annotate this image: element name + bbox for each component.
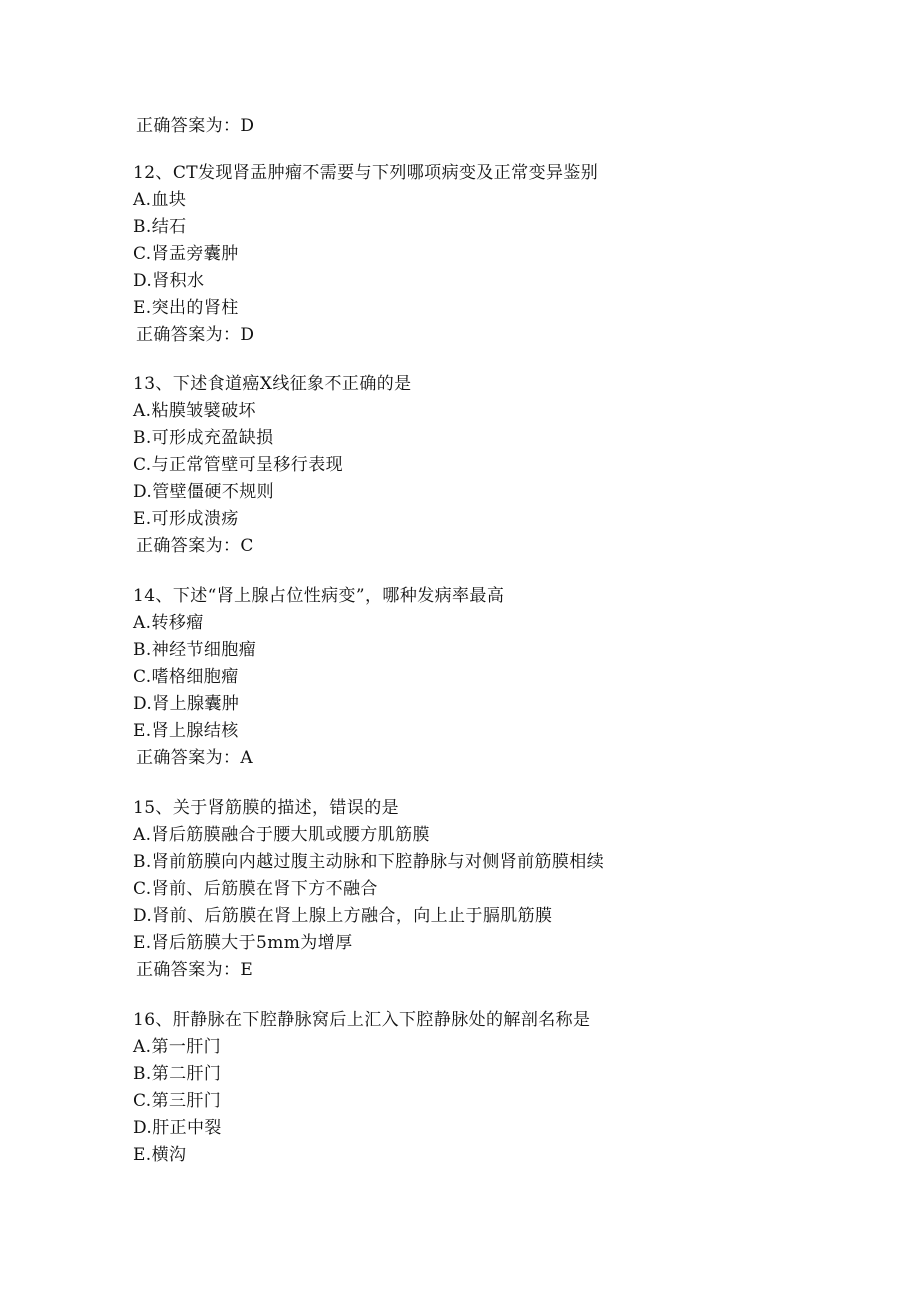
answer-line-q12: 正确答案为：D [136, 325, 255, 345]
option-q14-a: A.转移瘤 [133, 613, 204, 633]
option-q12-b: B.结石 [133, 217, 187, 237]
option-q13-b: B.可形成充盈缺损 [133, 428, 274, 448]
option-q16-d: D.肝正中裂 [133, 1118, 222, 1138]
option-q12-d: D.肾积水 [133, 271, 205, 291]
answer-line-q13: 正确答案为：C [136, 536, 254, 556]
option-q15-b: B.肾前筋膜向内越过腹主动脉和下腔静脉与对侧肾前筋膜相续 [133, 852, 605, 872]
option-q16-c: C.第三肝门 [133, 1091, 222, 1111]
question-stem-q15: 15、关于肾筋膜的描述，错误的是 [133, 798, 400, 818]
option-q16-a: A.第一肝门 [133, 1037, 222, 1057]
option-q12-a: A.血块 [133, 190, 187, 210]
option-q14-d: D.肾上腺囊肿 [133, 694, 240, 714]
option-q13-a: A.粘膜皱襞破坏 [133, 401, 256, 421]
option-q15-e: E.肾后筋膜大于5mm为增厚 [133, 933, 353, 953]
option-q15-d: D.肾前、后筋膜在肾上腺上方融合，向上止于膈肌筋膜 [133, 906, 553, 926]
answer-line-q15: 正确答案为：E [136, 960, 254, 980]
option-q16-b: B.第二肝门 [133, 1064, 222, 1084]
option-q13-e: E.可形成溃疡 [133, 509, 239, 529]
question-stem-q16: 16、肝静脉在下腔静脉窝后上汇入下腔静脉处的解剖名称是 [133, 1010, 591, 1030]
question-stem-q14: 14、下述“肾上腺占位性病变”，哪种发病率最高 [133, 586, 505, 606]
option-q12-c: C.肾盂旁囊肿 [133, 244, 239, 264]
answer-line-q11: 正确答案为：D [136, 116, 255, 136]
option-q13-c: C.与正常管壁可呈移行表现 [133, 455, 344, 475]
option-q14-b: B.神经节细胞瘤 [133, 640, 257, 660]
option-q14-e: E.肾上腺结核 [133, 721, 239, 741]
option-q15-c: C.肾前、后筋膜在肾下方不融合 [133, 879, 378, 899]
question-stem-q13: 13、下述食道癌X线征象不正确的是 [133, 374, 412, 394]
answer-line-q14: 正确答案为：A [136, 748, 254, 768]
option-q13-d: D.管壁僵硬不规则 [133, 482, 275, 502]
option-q16-e: E.横沟 [133, 1145, 187, 1165]
option-q15-a: A.肾后筋膜融合于腰大肌或腰方肌筋膜 [133, 825, 430, 845]
option-q12-e: E.突出的肾柱 [133, 298, 239, 318]
question-stem-q12: 12、CT发现肾盂肿瘤不需要与下列哪项病变及正常变异鉴别 [133, 163, 599, 183]
option-q14-c: C.嗜格细胞瘤 [133, 667, 239, 687]
